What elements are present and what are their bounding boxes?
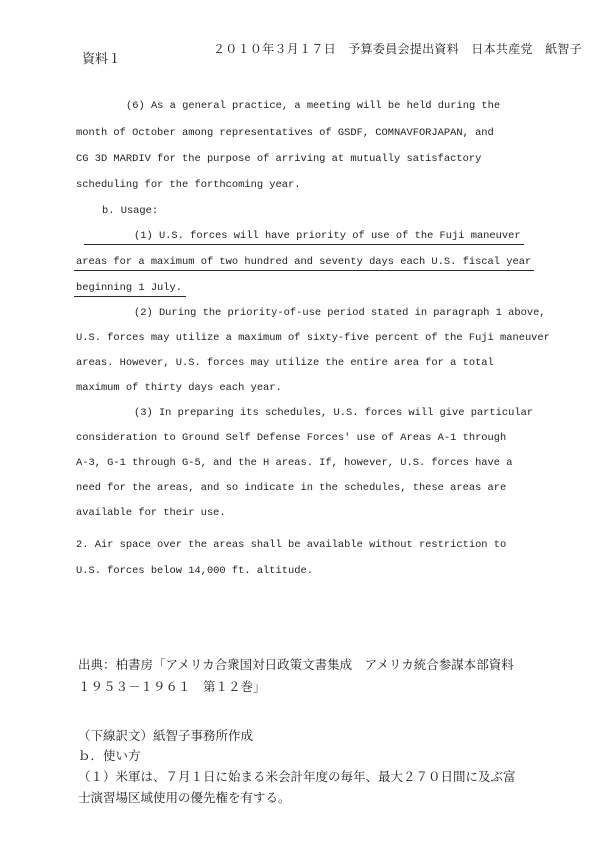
- header-info: ２０１０年３月１７日 予算委員会提出資料 日本共産党 紙智子: [213, 42, 583, 56]
- underline-2: [74, 270, 534, 271]
- para6-line-2: month of October among representatives of GSDF, COMNAVFORJAPAN, and: [76, 127, 494, 139]
- translation-line-2: 士演習場区域使用の優先権を有する。: [78, 790, 291, 805]
- translation-line-1: （１）米軍は、７月１日に始まる米会計年度の毎年、最大２７０日間に及ぶ富: [78, 769, 516, 784]
- item2-line-4: maximum of thirty days each year.: [76, 382, 282, 394]
- underline-1: [84, 244, 524, 245]
- item2-line-3: areas. However, U.S. forces may utilize the entire area for a total: [76, 357, 494, 369]
- source-line-1: 出典：柏書房「アメリカ合衆国対日政策文書集成 アメリカ統合参謀本部資料: [78, 657, 514, 672]
- document-label: 資料１: [82, 52, 122, 67]
- item1-line-3: beginning 1 July.: [76, 282, 183, 294]
- item2-line-1: (2) During the priority-of-use period stated in paragraph 1 above,: [134, 307, 546, 319]
- item3-line-2: consideration to Ground Self Defense Forces' use of Areas A-1 through: [76, 432, 507, 444]
- para6-line-4: scheduling for the forthcoming year.: [76, 179, 301, 191]
- para6-line-3: CG 3D MARDIV for the purpose of arriving at mutually satisfactory: [76, 153, 482, 165]
- item2-line-2: U.S. forces may utilize a maximum of sixty-five percent of the Fuji maneuver: [76, 332, 550, 344]
- para6-line-1: (6) As a general practice, a meeting will be held during the: [126, 100, 501, 112]
- translation-heading: ｂ．使い方: [78, 748, 141, 763]
- item3-line-1: (3) In preparing its schedules, U.S. forces will give particular: [134, 407, 534, 419]
- item3-line-3: A-3, G-1 through G-5, and the H areas. If, however, U.S. forces have a: [76, 457, 513, 469]
- item1-line-2: areas for a maximum of two hundred and seventy days each U.S. fiscal year: [76, 256, 532, 268]
- translation-note: （下線訳文）紙智子事務所作成: [78, 728, 254, 743]
- underline-3: [74, 296, 186, 297]
- item3-line-5: available for their use.: [76, 507, 226, 519]
- airspace-line-2: U.S. forces below 14,000 ft. altitude.: [76, 565, 313, 577]
- section-b-heading: b. Usage:: [102, 205, 159, 217]
- airspace-line-1: 2. Air space over the areas shall be available without restriction to: [76, 539, 507, 551]
- source-line-2: １９５３－１９６１ 第１２巻」: [78, 679, 266, 694]
- item1-line-1: (1) U.S. forces will have priority of use of the Fuji maneuver: [134, 230, 521, 242]
- item3-line-4: need for the areas, and so indicate in the schedules, these areas are: [76, 482, 507, 494]
